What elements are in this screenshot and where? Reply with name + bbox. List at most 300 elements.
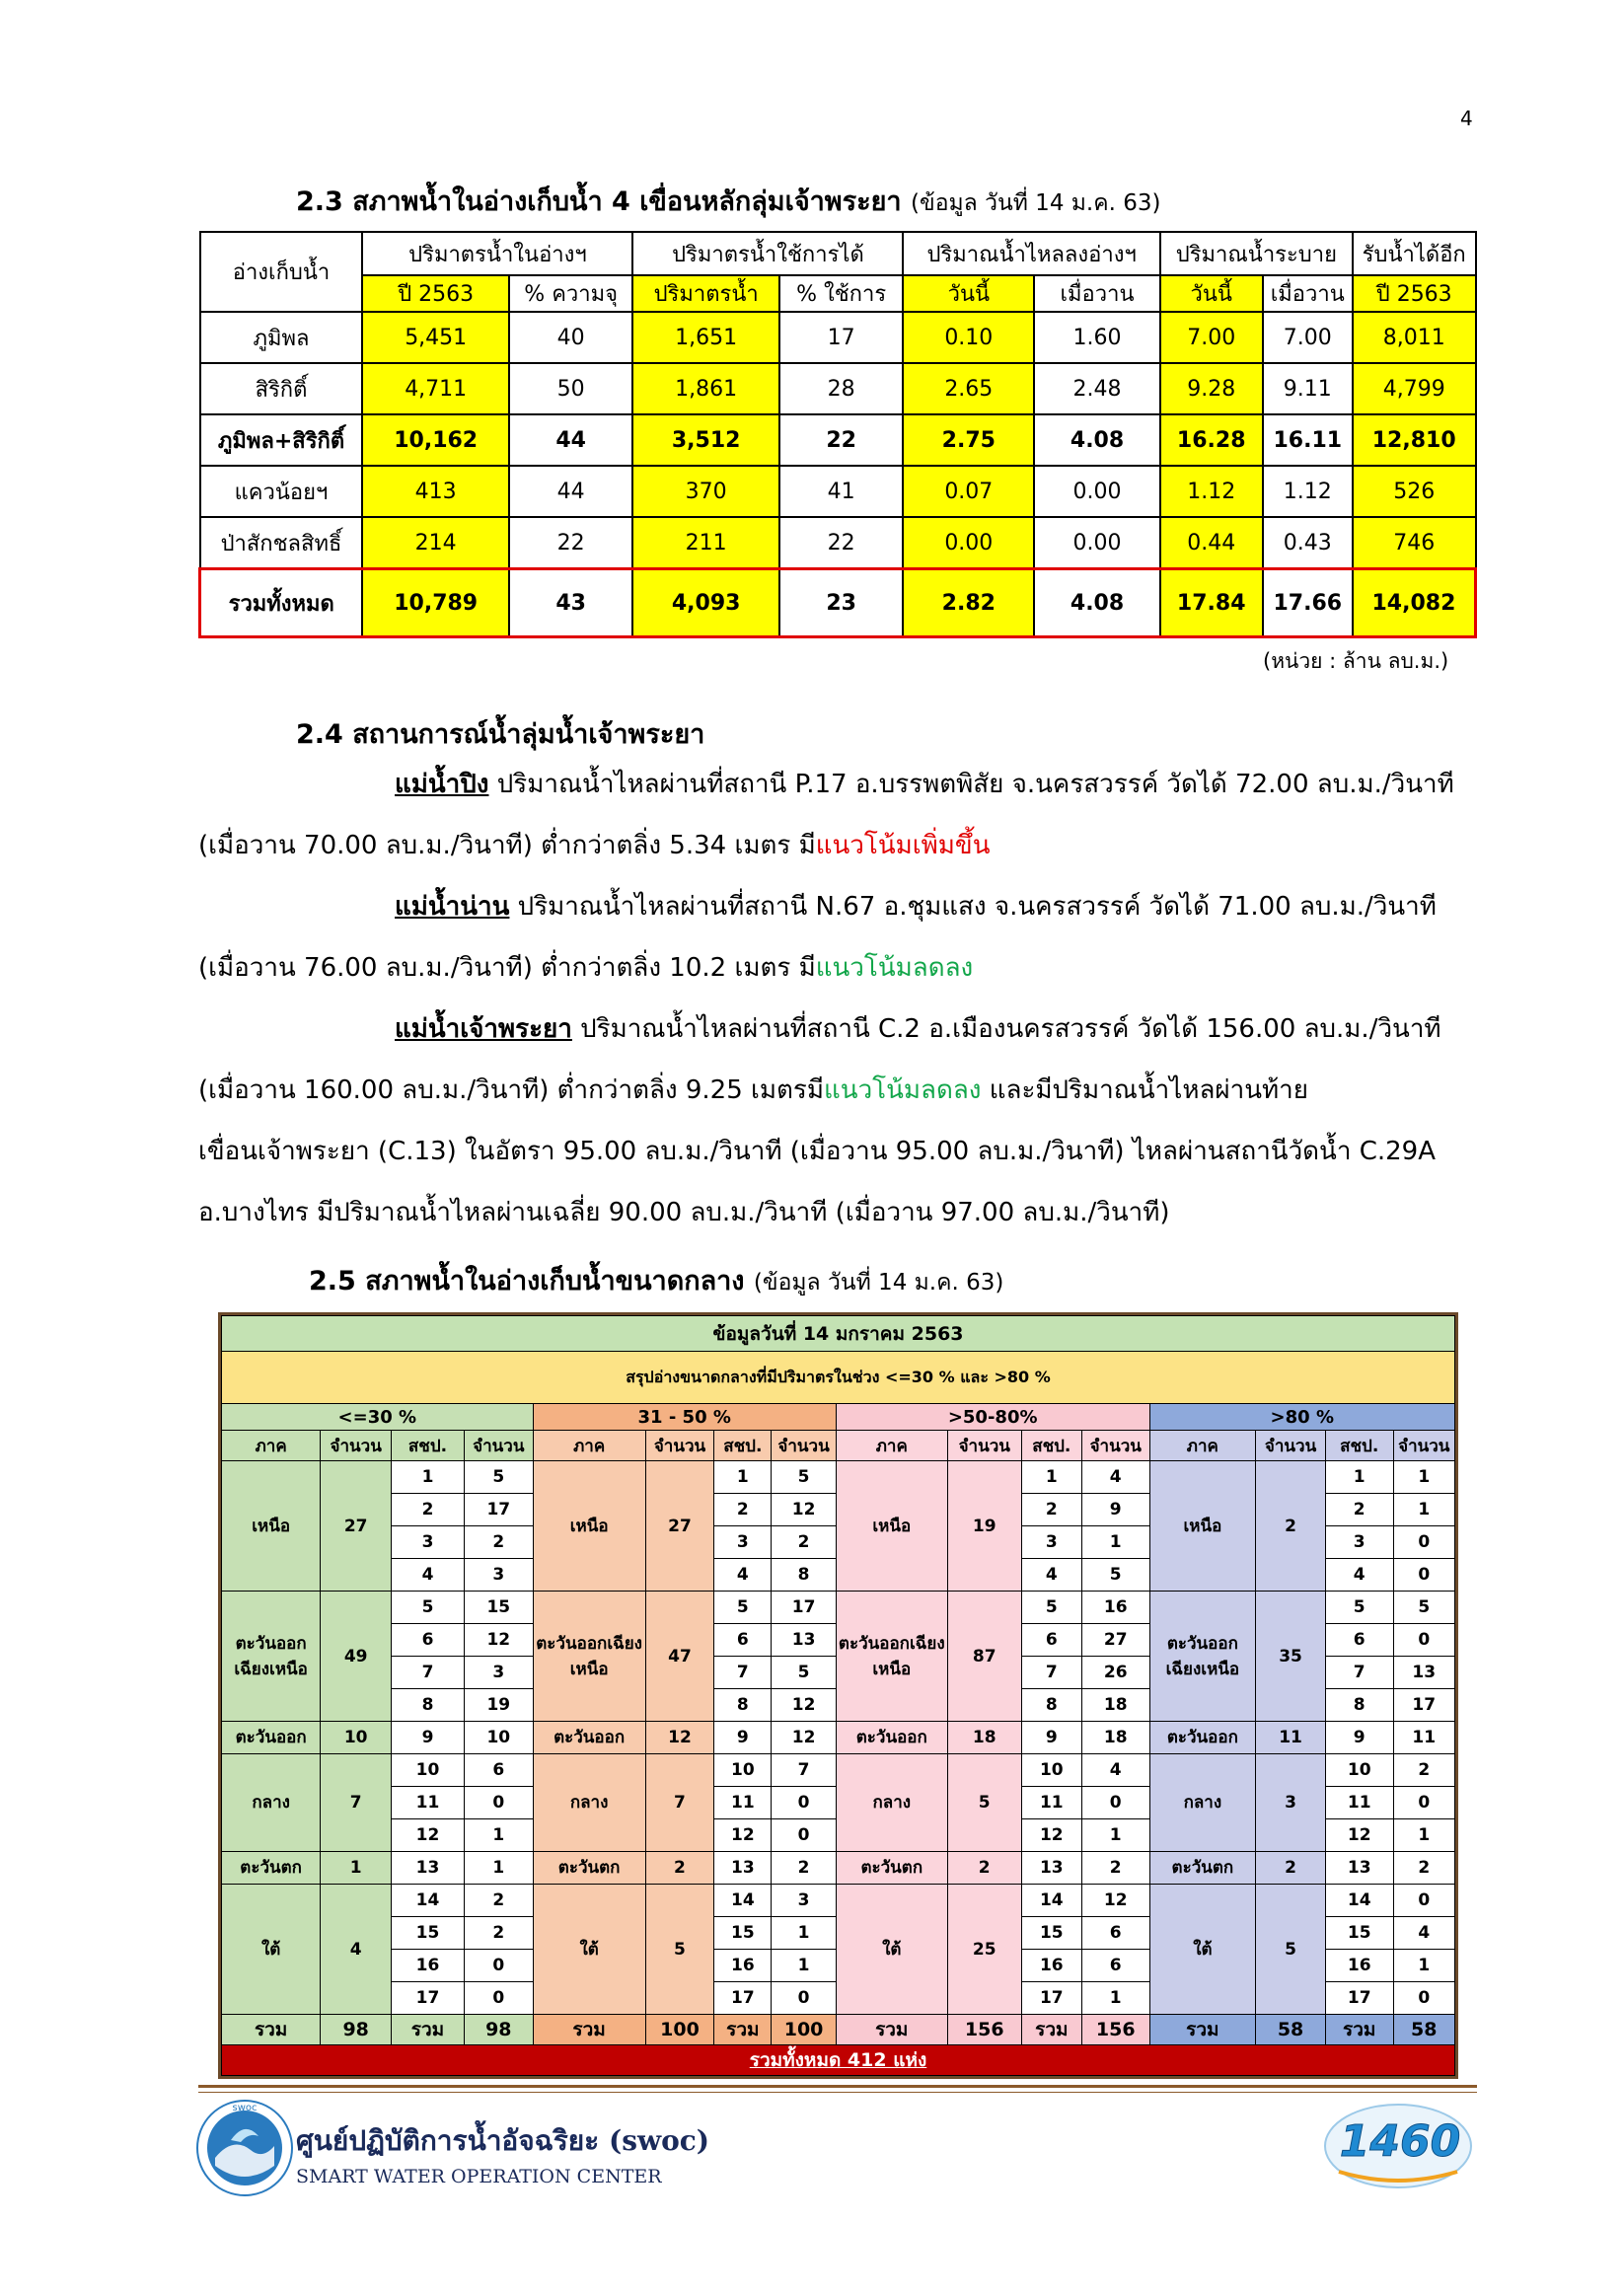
reservoir-value: 0.07 xyxy=(903,466,1034,517)
region-name: ใต้ xyxy=(836,1885,947,2015)
office-count: 0 xyxy=(1393,1526,1454,1559)
total-value: 100 xyxy=(645,2015,714,2045)
total-label: รวม xyxy=(1325,2015,1393,2045)
col-office-count: จำนวน xyxy=(772,1431,836,1461)
subheader-volume: ปริมาตรน้ำ xyxy=(632,275,778,312)
office-number: 2 xyxy=(714,1494,772,1526)
reservoir-value: 370 xyxy=(632,466,778,517)
region-name: ตะวันออก xyxy=(222,1722,321,1754)
office-number: 12 xyxy=(1325,1819,1393,1852)
reservoir-value: 12,810 xyxy=(1353,414,1476,466)
header-inflow: ปริมาณน้ำไหลลงอ่างฯ xyxy=(903,232,1159,275)
header-capacity-left: รับน้ำได้อีก xyxy=(1353,232,1476,275)
office-number: 14 xyxy=(392,1885,465,1917)
office-number: 13 xyxy=(392,1852,465,1885)
reservoir-value: 1.12 xyxy=(1160,466,1263,517)
total-label: รวม xyxy=(222,2015,321,2045)
reservoir-value: 0.10 xyxy=(903,312,1034,363)
col-office: สชป. xyxy=(1021,1431,1081,1461)
office-count: 26 xyxy=(1081,1657,1149,1689)
office-number: 14 xyxy=(1021,1885,1081,1917)
office-count: 12 xyxy=(464,1624,533,1657)
office-number: 8 xyxy=(1021,1689,1081,1722)
col-office: สชป. xyxy=(392,1431,465,1461)
office-number: 6 xyxy=(1021,1624,1081,1657)
region-name: ตะวันออก xyxy=(836,1722,947,1754)
office-number: 5 xyxy=(392,1592,465,1624)
nan-trend: แนวโน้มลดลง xyxy=(815,953,974,983)
region-count: 2 xyxy=(1256,1461,1326,1592)
region-name: ตะวันออกเฉียงเหนือ xyxy=(533,1592,645,1722)
range-group-header: >50-80% xyxy=(836,1404,1149,1431)
office-number: 1 xyxy=(1021,1461,1081,1494)
office-number: 7 xyxy=(392,1657,465,1689)
nan-river-name: แม่น้ำน่าน xyxy=(395,892,510,922)
office-number: 12 xyxy=(714,1819,772,1852)
col-office-count: จำนวน xyxy=(464,1431,533,1461)
office-number: 6 xyxy=(714,1624,772,1657)
reservoir-value: 5,451 xyxy=(362,312,508,363)
region-count: 2 xyxy=(947,1852,1021,1885)
office-count: 2 xyxy=(1393,1852,1454,1885)
office-row xyxy=(222,1461,1455,1494)
summary-row xyxy=(222,1352,1455,1404)
office-count: 6 xyxy=(464,1754,533,1787)
office-count: 12 xyxy=(772,1494,836,1526)
office-count: 4 xyxy=(1393,1917,1454,1950)
header-usable: ปริมาตรน้ำใช้การได้ xyxy=(632,232,903,275)
office-count: 17 xyxy=(772,1592,836,1624)
reservoir-value: 0.43 xyxy=(1263,517,1353,569)
region-count: 5 xyxy=(645,1885,714,2015)
reservoir-name: ภูมิพล xyxy=(200,312,363,363)
office-count: 10 xyxy=(464,1722,533,1754)
region-name: เหนือ xyxy=(222,1461,321,1592)
office-number: 3 xyxy=(1021,1526,1081,1559)
reservoir-value: 4,711 xyxy=(362,363,508,414)
office-number: 2 xyxy=(392,1494,465,1526)
footer-rule-thin xyxy=(198,2092,1477,2093)
reservoir-value: 1,651 xyxy=(632,312,778,363)
total-label: รวม xyxy=(533,2015,645,2045)
col-office: สชป. xyxy=(714,1431,772,1461)
reservoir-value: 7.00 xyxy=(1263,312,1353,363)
medium-reservoir-table-frame xyxy=(218,1312,1458,2079)
office-number: 2 xyxy=(1021,1494,1081,1526)
medium-reservoir-table xyxy=(221,1315,1455,2076)
office-number: 8 xyxy=(392,1689,465,1722)
reservoir-value: 0.44 xyxy=(1160,517,1263,569)
reservoir-value: 4.08 xyxy=(1034,569,1160,637)
region-name: เหนือ xyxy=(836,1461,947,1592)
office-number: 10 xyxy=(392,1754,465,1787)
reservoir-value: 0.00 xyxy=(1034,466,1160,517)
office-count: 0 xyxy=(464,1787,533,1819)
office-number: 11 xyxy=(1325,1787,1393,1819)
subheader-release-yesterday: เมื่อวาน xyxy=(1263,275,1353,312)
chaophraya-river-paragraph: แม่น้ำเจ้าพระยา ปริมาณน้ำไหลผ่านที่สถานี C.2 อ.เมืองนครสวรรค์ วัดได้ 156.00 ลบ.ม./วินาที (เมื่อวาน 160.00 ลบ.ม./วินาที) ต่ำกว่าตลิ่ง 9.25 เมตรมีแนวโน้มลดลง และมีปริมาณน้ำไหลผ่านท้าย เขื่อนเจ้าพระยา (C.13) ในอัตรา 95.00 ลบ.ม./วินาที (เมื่อวาน 95.00 ลบ.ม./วินาที) ไหลผ่านสถานีวัดน้ำ C.29A อ.บางไทร มีปริมาณน้ำไหลผ่านเฉลี่ย 90.00 ลบ.ม./วินาที (เมื่อวาน 97.00 ลบ.ม./วินาที) xyxy=(198,1014,1441,1227)
reservoir-value: 22 xyxy=(509,517,633,569)
total-value: 58 xyxy=(1256,2015,1326,2045)
col-region: ภาค xyxy=(836,1431,947,1461)
hotline-1460-logo xyxy=(1319,2095,1477,2193)
office-count: 0 xyxy=(772,1819,836,1852)
region-count: 27 xyxy=(321,1461,392,1592)
region-count: 11 xyxy=(1256,1722,1326,1754)
reservoir-name: รวมทั้งหมด xyxy=(200,569,363,637)
region-name: ใต้ xyxy=(533,1885,645,2015)
reservoir-value: 28 xyxy=(779,363,904,414)
office-number: 14 xyxy=(714,1885,772,1917)
reservoir-value: 4.08 xyxy=(1034,414,1160,466)
col-office-count: จำนวน xyxy=(1081,1431,1149,1461)
total-value: 156 xyxy=(947,2015,1021,2045)
total-row xyxy=(200,569,1476,637)
office-number: 17 xyxy=(714,1982,772,2015)
region-count: 2 xyxy=(645,1852,714,1885)
office-count: 18 xyxy=(1081,1689,1149,1722)
office-row xyxy=(222,1722,1455,1754)
reservoir-value: 16.28 xyxy=(1160,414,1263,466)
office-number: 15 xyxy=(1325,1917,1393,1950)
nan-river-paragraph: แม่น้ำน่าน ปริมาณน้ำไหลผ่านที่สถานี N.67 อ.ชุมแสง จ.นครสวรรค์ วัดได้ 71.00 ลบ.ม./วินาที (เมื่อวาน 76.00 ลบ.ม./วินาที) ต่ำกว่าตลิ่ง 10.2 เมตร มีแนวโน้มลดลง xyxy=(198,892,1437,983)
ping-river-name: แม่น้ำปิง xyxy=(395,770,489,799)
region-count: 5 xyxy=(1256,1885,1326,2015)
office-number: 5 xyxy=(1325,1592,1393,1624)
office-row xyxy=(222,1754,1455,1787)
office-count: 5 xyxy=(772,1461,836,1494)
header-reservoir: อ่างเก็บน้ำ xyxy=(200,232,363,312)
office-number: 4 xyxy=(1325,1559,1393,1592)
page-number: 4 xyxy=(1460,107,1473,130)
office-number: 15 xyxy=(714,1917,772,1950)
office-count: 1 xyxy=(1081,1526,1149,1559)
group-row xyxy=(222,1404,1455,1431)
region-name: ตะวันตก xyxy=(533,1852,645,1885)
total-value: 100 xyxy=(772,2015,836,2045)
office-number: 1 xyxy=(1325,1461,1393,1494)
office-count: 5 xyxy=(1081,1559,1149,1592)
office-number: 9 xyxy=(714,1722,772,1754)
subheader-capacity-year: ปี 2563 xyxy=(1353,275,1476,312)
office-count: 17 xyxy=(1393,1689,1454,1722)
reservoir-name: สิริกิติ์ xyxy=(200,363,363,414)
office-count: 13 xyxy=(1393,1657,1454,1689)
region-count: 87 xyxy=(947,1592,1021,1722)
grand-total-row xyxy=(222,2045,1455,2076)
office-count: 0 xyxy=(772,1982,836,2015)
office-count: 1 xyxy=(1393,1494,1454,1526)
reservoir-value: 0.00 xyxy=(1034,517,1160,569)
region-count: 49 xyxy=(321,1592,392,1722)
office-number: 1 xyxy=(714,1461,772,1494)
office-count: 2 xyxy=(464,1885,533,1917)
table-summary: สรุปอ่างขนาดกลางที่มีปริมาตรในช่วง <=30 % และ >80 % xyxy=(222,1352,1455,1404)
office-count: 5 xyxy=(464,1461,533,1494)
office-number: 15 xyxy=(1021,1917,1081,1950)
office-count: 1 xyxy=(1393,1819,1454,1852)
region-name: ตะวันออก xyxy=(533,1722,645,1754)
chaophraya-trend: แนวโน้มลดลง xyxy=(824,1075,982,1105)
office-number: 11 xyxy=(392,1787,465,1819)
chaophraya-river-name: แม่น้ำเจ้าพระยา xyxy=(395,1014,572,1044)
office-number: 10 xyxy=(714,1754,772,1787)
office-count: 19 xyxy=(464,1689,533,1722)
region-name: ใต้ xyxy=(222,1885,321,2015)
office-number: 4 xyxy=(392,1559,465,1592)
region-count: 18 xyxy=(947,1722,1021,1754)
column-header-row xyxy=(222,1431,1455,1461)
office-count: 1 xyxy=(1393,1461,1454,1494)
total-label: รวม xyxy=(392,2015,465,2045)
office-number: 9 xyxy=(392,1722,465,1754)
subheader-inflow-today: วันนี้ xyxy=(903,275,1034,312)
reservoir-value: 17.84 xyxy=(1160,569,1263,637)
org-name-english: SMART WATER OPERATION CENTER xyxy=(296,2166,662,2187)
office-count: 4 xyxy=(1081,1461,1149,1494)
region-name: ตะวันออก xyxy=(1149,1722,1256,1754)
reservoir-row xyxy=(200,363,1476,414)
reservoir-value: 10,789 xyxy=(362,569,508,637)
svg-text:swoc: swoc xyxy=(232,2103,258,2113)
office-count: 2 xyxy=(1081,1852,1149,1885)
region-count: 2 xyxy=(1256,1852,1326,1885)
office-count: 9 xyxy=(1081,1494,1149,1526)
office-row xyxy=(222,1852,1455,1885)
reservoir-value: 214 xyxy=(362,517,508,569)
header-release: ปริมาณน้ำระบาย xyxy=(1160,232,1353,275)
org-name-thai: ศูนย์ปฏิบัติการน้ำอัจฉริยะ (swoc) xyxy=(296,2124,710,2157)
region-count: 47 xyxy=(645,1592,714,1722)
reservoir-value: 1,861 xyxy=(632,363,778,414)
office-count: 2 xyxy=(772,1526,836,1559)
office-number: 2 xyxy=(1325,1494,1393,1526)
col-region: ภาค xyxy=(533,1431,645,1461)
reservoir-value: 14,082 xyxy=(1353,569,1476,637)
office-count: 0 xyxy=(1393,1624,1454,1657)
office-count: 1 xyxy=(1081,1819,1149,1852)
office-number: 17 xyxy=(1021,1982,1081,2015)
office-count: 12 xyxy=(772,1689,836,1722)
region-count: 19 xyxy=(947,1461,1021,1592)
reservoir-value: 16.11 xyxy=(1263,414,1353,466)
reservoir-value: 44 xyxy=(509,466,633,517)
range-group-header: <=30 % xyxy=(222,1404,534,1431)
office-count: 0 xyxy=(464,1982,533,2015)
reservoir-value: 17 xyxy=(779,312,904,363)
subheader-inflow-yesterday: เมื่อวาน xyxy=(1034,275,1160,312)
office-number: 8 xyxy=(1325,1689,1393,1722)
main-dams-table xyxy=(198,231,1477,638)
office-number: 5 xyxy=(1021,1592,1081,1624)
region-name: กลาง xyxy=(1149,1754,1256,1852)
reservoir-value: 10,162 xyxy=(362,414,508,466)
total-label: รวม xyxy=(836,2015,947,2045)
office-count: 1 xyxy=(464,1819,533,1852)
region-count: 12 xyxy=(645,1722,714,1754)
footer-rule xyxy=(198,2085,1477,2088)
office-number: 9 xyxy=(1021,1722,1081,1754)
region-count: 25 xyxy=(947,1885,1021,2015)
reservoir-value: 0.00 xyxy=(903,517,1034,569)
office-count: 6 xyxy=(1081,1950,1149,1982)
ping-river-paragraph: แม่น้ำปิง ปริมาณน้ำไหลผ่านที่สถานี P.17 อ.บรรพตพิสัย จ.นครสวรรค์ วัดได้ 72.00 ลบ.ม./วินาที (เมื่อวาน 70.00 ลบ.ม./วินาที) ต่ำกว่าตลิ่ง 5.34 เมตร มีแนวโน้มเพิ่มขึ้น xyxy=(198,770,1454,860)
office-count: 1 xyxy=(1393,1950,1454,1982)
office-count: 27 xyxy=(1081,1624,1149,1657)
office-number: 1 xyxy=(392,1461,465,1494)
office-number: 16 xyxy=(714,1950,772,1982)
office-number: 13 xyxy=(1021,1852,1081,1885)
region-name: ตะวันตก xyxy=(1149,1852,1256,1885)
section-2-3-date: (ข้อมูล วันที่ 14 ม.ค. 63) xyxy=(911,190,1161,216)
office-count: 7 xyxy=(772,1754,836,1787)
office-number: 4 xyxy=(1021,1559,1081,1592)
office-number: 12 xyxy=(392,1819,465,1852)
region-count: 1 xyxy=(321,1852,392,1885)
total-value: 98 xyxy=(321,2015,392,2045)
office-count: 6 xyxy=(1081,1917,1149,1950)
office-number: 3 xyxy=(714,1526,772,1559)
reservoir-value: 413 xyxy=(362,466,508,517)
col-office-count: จำนวน xyxy=(1393,1431,1454,1461)
office-number: 3 xyxy=(392,1526,465,1559)
total-value: 156 xyxy=(1081,2015,1149,2045)
reservoir-row xyxy=(200,466,1476,517)
office-count: 12 xyxy=(1081,1885,1149,1917)
region-count: 27 xyxy=(645,1461,714,1592)
total-label: รวม xyxy=(714,2015,772,2045)
office-number: 11 xyxy=(714,1787,772,1819)
region-count: 35 xyxy=(1256,1592,1326,1722)
office-number: 13 xyxy=(1325,1852,1393,1885)
region-name: ใต้ xyxy=(1149,1885,1256,2015)
office-count: 3 xyxy=(464,1559,533,1592)
office-number: 13 xyxy=(714,1852,772,1885)
table-date: ข้อมูลวันที่ 14 มกราคม 2563 xyxy=(222,1316,1455,1352)
office-number: 17 xyxy=(392,1982,465,2015)
reservoir-value: 746 xyxy=(1353,517,1476,569)
col-count: จำนวน xyxy=(321,1431,392,1461)
office-count: 0 xyxy=(464,1950,533,1982)
col-count: จำนวน xyxy=(947,1431,1021,1461)
office-number: 14 xyxy=(1325,1885,1393,1917)
office-number: 10 xyxy=(1325,1754,1393,1787)
reservoir-value: 44 xyxy=(509,414,633,466)
section-2-3-title: 2.3 สภาพน้ำในอ่างเก็บน้ำ 4 เขื่อนหลักลุ่มเจ้าพระยา (ข้อมูล วันที่ 14 ม.ค. 63) xyxy=(296,186,1161,217)
office-count: 0 xyxy=(1081,1787,1149,1819)
col-count: จำนวน xyxy=(645,1431,714,1461)
reservoir-value: 22 xyxy=(779,414,904,466)
col-office: สชป. xyxy=(1325,1431,1393,1461)
office-count: 1 xyxy=(772,1917,836,1950)
section-2-4-title: 2.4 สถานการณ์น้ำลุ่มน้ำเจ้าพระยา xyxy=(296,719,705,750)
office-count: 3 xyxy=(464,1657,533,1689)
office-count: 1 xyxy=(1081,1982,1149,2015)
reservoir-value: 4,093 xyxy=(632,569,778,637)
office-count: 5 xyxy=(1393,1592,1454,1624)
col-count: จำนวน xyxy=(1256,1431,1326,1461)
reservoir-value: 1.60 xyxy=(1034,312,1160,363)
reservoir-value: 211 xyxy=(632,517,778,569)
reservoir-value: 2.75 xyxy=(903,414,1034,466)
region-count: 5 xyxy=(947,1754,1021,1852)
office-number: 7 xyxy=(1325,1657,1393,1689)
office-number: 16 xyxy=(1325,1950,1393,1982)
region-count: 10 xyxy=(321,1722,392,1754)
office-row xyxy=(222,1592,1455,1624)
reservoir-value: 9.28 xyxy=(1160,363,1263,414)
reservoir-value: 3,512 xyxy=(632,414,778,466)
col-region: ภาค xyxy=(222,1431,321,1461)
reservoir-value: 526 xyxy=(1353,466,1476,517)
region-name: เหนือ xyxy=(533,1461,645,1592)
reservoir-row xyxy=(200,414,1476,466)
office-count: 13 xyxy=(772,1624,836,1657)
header-storage: ปริมาตรน้ำในอ่างฯ xyxy=(362,232,632,275)
office-count: 5 xyxy=(772,1657,836,1689)
reservoir-row xyxy=(200,312,1476,363)
reservoir-value: 40 xyxy=(509,312,633,363)
office-count: 16 xyxy=(1081,1592,1149,1624)
reservoir-value: 7.00 xyxy=(1160,312,1263,363)
office-count: 3 xyxy=(772,1885,836,1917)
total-label: รวม xyxy=(1021,2015,1081,2045)
office-count: 18 xyxy=(1081,1722,1149,1754)
office-number: 11 xyxy=(1021,1787,1081,1819)
office-count: 2 xyxy=(464,1526,533,1559)
office-row xyxy=(222,1885,1455,1917)
office-count: 15 xyxy=(464,1592,533,1624)
office-count: 1 xyxy=(464,1852,533,1885)
office-number: 3 xyxy=(1325,1526,1393,1559)
region-name: ตะวันตก xyxy=(222,1852,321,1885)
region-count: 4 xyxy=(321,1885,392,2015)
total-value: 98 xyxy=(464,2015,533,2045)
reservoir-value: 50 xyxy=(509,363,633,414)
subheader-percent-capacity: % ความจุ xyxy=(509,275,633,312)
reservoir-value: 22 xyxy=(779,517,904,569)
office-count: 0 xyxy=(1393,1787,1454,1819)
reservoir-value: 2.65 xyxy=(903,363,1034,414)
subheader-percent-usable: % ใช้การ xyxy=(779,275,904,312)
reservoir-name: ป่าสักชลสิทธิ์ xyxy=(200,517,363,569)
office-number: 8 xyxy=(714,1689,772,1722)
grand-total: รวมทั้งหมด 412 แห่ง xyxy=(222,2045,1455,2076)
unit-note: (หน่วย : ล้าน ลบ.ม.) xyxy=(1263,649,1449,673)
office-number: 6 xyxy=(1325,1624,1393,1657)
region-name: เหนือ xyxy=(1149,1461,1256,1592)
section-2-5-date: (ข้อมูล วันที่ 14 ม.ค. 63) xyxy=(753,1270,1004,1296)
range-group-header: 31 - 50 % xyxy=(533,1404,836,1431)
region-name: ตะวันออกเฉียงเหนือ xyxy=(222,1592,321,1722)
office-count: 8 xyxy=(772,1559,836,1592)
office-count: 2 xyxy=(772,1852,836,1885)
office-number: 9 xyxy=(1325,1722,1393,1754)
office-count: 4 xyxy=(1081,1754,1149,1787)
office-number: 5 xyxy=(714,1592,772,1624)
office-number: 17 xyxy=(1325,1982,1393,2015)
reservoir-row xyxy=(200,517,1476,569)
reservoir-value: 41 xyxy=(779,466,904,517)
reservoir-value: 1.12 xyxy=(1263,466,1353,517)
region-name: กลาง xyxy=(836,1754,947,1852)
office-number: 12 xyxy=(1021,1819,1081,1852)
col-region: ภาค xyxy=(1149,1431,1256,1461)
reservoir-value: 23 xyxy=(779,569,904,637)
region-name: กลาง xyxy=(222,1754,321,1852)
reservoir-value: 2.82 xyxy=(903,569,1034,637)
office-count: 0 xyxy=(772,1787,836,1819)
